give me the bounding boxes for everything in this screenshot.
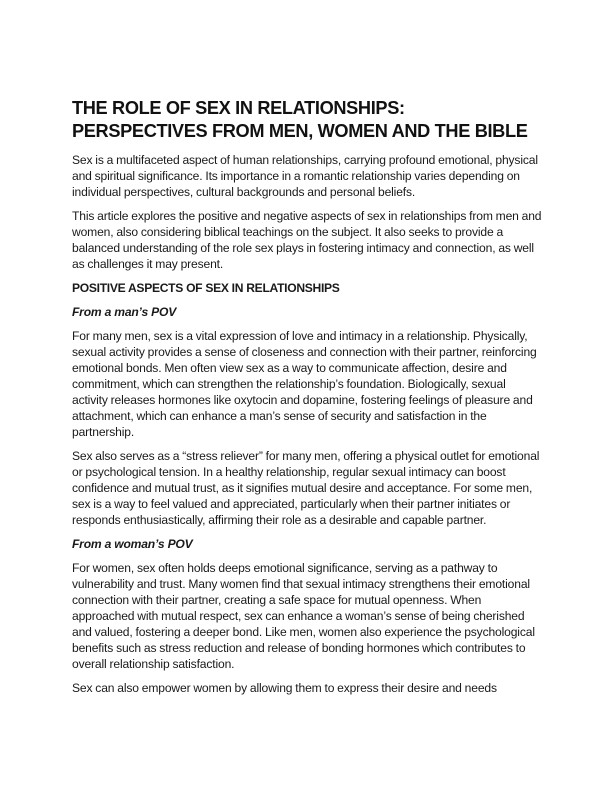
body-paragraph: Sex also serves as a “stress reliever” for many men, offering a physical outlet for emotional or psychological tension. In a healthy relationship, regular sexual intimacy can boost confidence and mutual trust, as it signifies mutual desire and acceptance. For some men, sex is a way to feel valued and appreciated, particularly when their partner initiates or responds enthusiastically, affirming their role as a desirable and capable partner.: [72, 449, 540, 527]
intro-paragraph-2: This article explores the positive and negative aspects of sex in relationships from men and women, also considering biblical teachings on the subject. It also seeks to provide a balanced understanding of the role sex plays in fostering intimacy and connection, as well as challenges it may present.: [72, 209, 542, 271]
subsection-heading: From a man’s POV: [72, 305, 177, 319]
section-heading: POSITIVE ASPECTS OF SEX IN RELATIONSHIPS: [72, 281, 340, 295]
section-positive-aspects: [72, 280, 544, 696]
subsection-mans-pov: [72, 304, 544, 528]
document-page: [72, 97, 544, 704]
subsection-heading: From a woman’s POV: [72, 537, 193, 551]
body-paragraph: Sex can also empower women by allowing them to express their desire and needs: [72, 681, 497, 695]
document-title: THE ROLE OF SEX IN RELATIONSHIPS: PERSPECTIVES FROM MEN, WOMEN AND THE BIBLE: [72, 98, 528, 141]
intro-paragraph-1: Sex is a multifaceted aspect of human relationships, carrying profound emotional, physical and spiritual significance. Its importance in a romantic relationship varies depending on individual perspectives, cultural backgrounds and personal beliefs.: [72, 153, 538, 199]
subsection-womans-pov: [72, 536, 544, 696]
body-paragraph: For women, sex often holds deeps emotional significance, serving as a pathway to vulnerability and trust. Many women find that sexual intimacy strengthens their emotional connection with their partner, creating a safe space for mutual openness. When approached with mutual respect, sex can enhance a woman’s sense of being cherished and valued, fostering a deeper bond. Like men, women also experience the psychological benefits such as stress reduction and release of bonding hormones which contributes to overall relationship satisfaction.: [72, 561, 535, 671]
body-paragraph: For many men, sex is a vital expression of love and intimacy in a relationship. Physically, sexual activity provides a sense of closeness and connection with their partner, reinforcing emotional bonds. Men often view sex as a way to communicate affection, desire and commitment, which can strengthen the relationship’s foundation. Biologically, sexual activity releases hormones like oxytocin and dopamine, fostering feelings of pleasure and attachment, which can enhance a man’s sense of security and satisfaction in the partnership.: [72, 329, 537, 439]
